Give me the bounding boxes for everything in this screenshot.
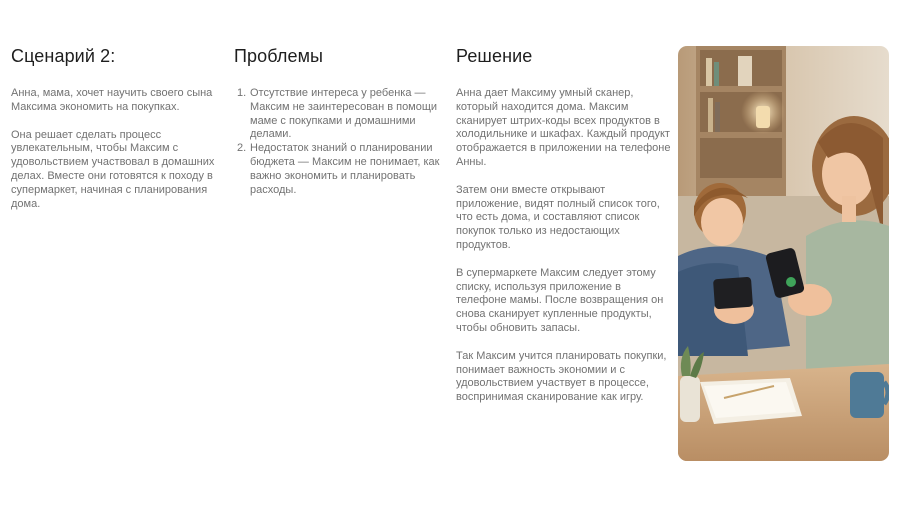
problems-column	[234, 46, 449, 197]
scenario-title: Сценарий 2:	[11, 46, 116, 66]
solution-paragraph: Затем они вместе открывают приложение, видят полный список того, что есть дома, и составляют список покупок только из недостающих продуктов.	[456, 183, 660, 251]
problems-list	[234, 87, 449, 197]
problem-text: Отсутствие интереса у ребенка — Максим не заинтересован в помощи маме с покупками и домашними делами.	[250, 87, 438, 141]
scenario-paragraph: Анна, мама, хочет научить своего сына Максима экономить на покупках.	[11, 87, 213, 113]
problem-item	[234, 87, 449, 142]
problem-number: 1.	[237, 87, 247, 99]
solution-paragraph: В супермаркете Максим следует этому списку, используя приложение в телефоне мамы. После возвращения он снова сканирует купленные продукты, чтобы обновить запасы.	[456, 266, 664, 334]
solution-paragraph: Анна дает Максиму умный сканер, который находится дома. Максим сканирует штрих-коды всех продуктов в холодильнике и шкафах. Каждый продукт отображается в приложении на телефоне Анны.	[456, 87, 671, 168]
problem-text: Недостаток знаний о планировании бюджета — Максим не понимает, как важно экономить и планировать расходы.	[250, 142, 440, 196]
scenario-paragraph: Она решает сделать процесс увлекательным, чтобы Максим с удовольствием участвовал в домашних делах. Вместе они готовятся к походу в супермаркет, начиная с планирования дома.	[11, 128, 215, 210]
problems-title: Проблемы	[234, 46, 324, 66]
scenario-column	[11, 46, 216, 225]
mother-son-phone-photo	[678, 46, 889, 461]
solution-column	[456, 46, 671, 419]
problem-item	[234, 142, 449, 197]
solution-paragraph: Так Максим учится планировать покупки, понимает важность экономии и с удовольствием участвует в процессе, воспринимая сканирование как игру.	[456, 349, 667, 404]
solution-title: Решение	[456, 46, 533, 66]
problem-number: 2.	[237, 142, 247, 155]
